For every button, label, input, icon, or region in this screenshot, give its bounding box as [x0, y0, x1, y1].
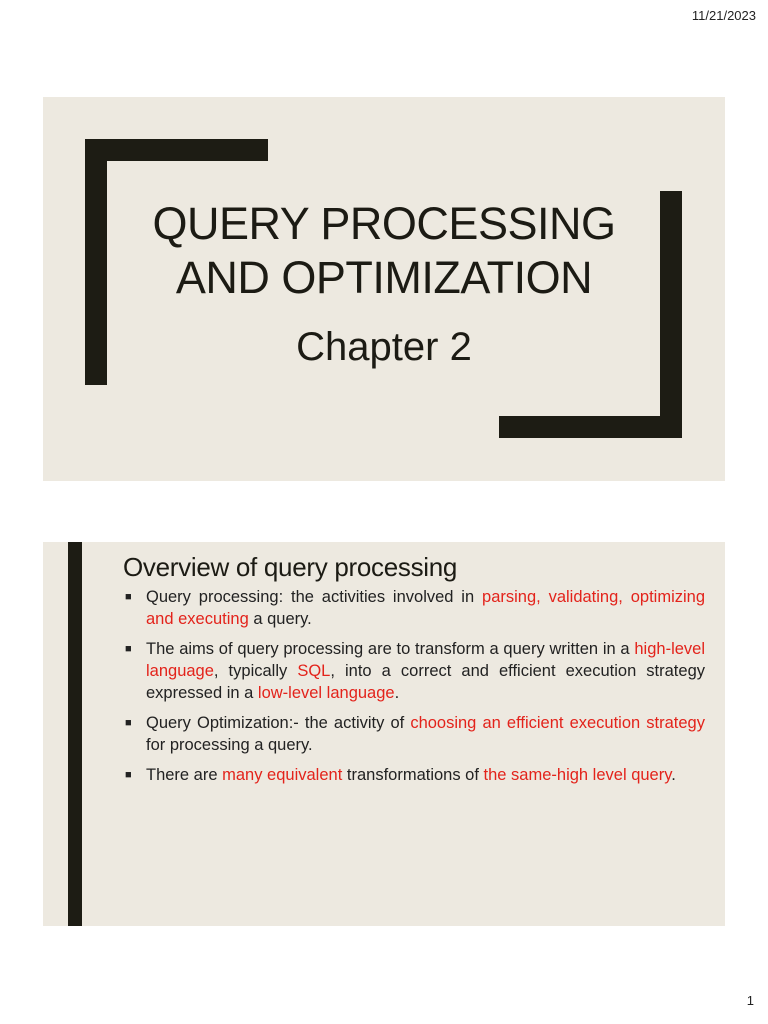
square-bullet-icon: ■ [125, 591, 132, 603]
slide-side-bar [68, 542, 82, 926]
slide-subtitle: Chapter 2 [296, 325, 472, 369]
square-bullet-icon: ■ [125, 717, 132, 729]
square-bullet-icon: ■ [125, 769, 132, 781]
date-label: 11/21/2023 [691, 8, 756, 23]
bullet-text: transformations of [342, 766, 484, 784]
bracket-bottom-right-horizontal [499, 416, 682, 438]
page-number: 1 [746, 993, 754, 1008]
bullet-item [123, 638, 705, 704]
bullet-list [123, 586, 705, 794]
bullet-text: , typically [213, 662, 298, 680]
overview-slide [43, 542, 725, 926]
bullet-text: . [394, 684, 400, 702]
bullet-text: Query Optimization:- the activity of [146, 714, 411, 732]
bullet-item [123, 712, 705, 756]
highlighted-text: many equivalent [222, 766, 343, 784]
bullet-text: , into a correct and efficient execution strategy expressed in a [146, 662, 705, 702]
bracket-top-left-horizontal [85, 139, 268, 161]
slide-heading: Overview of query processing [123, 552, 458, 582]
slide-title-line1: QUERY PROCESSING [152, 198, 616, 249]
bullet-text: for processing a query. [146, 736, 313, 754]
bullet-text: There are [146, 766, 223, 784]
bullet-item [123, 586, 705, 630]
highlighted-text: the same-high level query [483, 766, 672, 784]
square-bullet-icon: ■ [125, 643, 132, 655]
highlighted-text: parsing, validating, optimizing and executing [146, 588, 706, 628]
highlighted-text: low-level language [257, 684, 395, 702]
bullet-text: . [671, 766, 676, 784]
highlighted-text: high-level language [146, 640, 705, 680]
bullet-text: The aims of query processing are to transform a query written in a [146, 640, 635, 658]
bullet-text: Query processing: the activities involved in [146, 588, 483, 606]
slide-title-line2: AND OPTIMIZATION [175, 252, 593, 303]
bullet-text: a query. [248, 610, 312, 628]
title-slide [43, 97, 725, 481]
highlighted-text: choosing an efficient execution strategy [410, 714, 705, 732]
bullet-item [123, 764, 705, 786]
title-block [43, 197, 725, 371]
highlighted-text: SQL [297, 662, 331, 680]
